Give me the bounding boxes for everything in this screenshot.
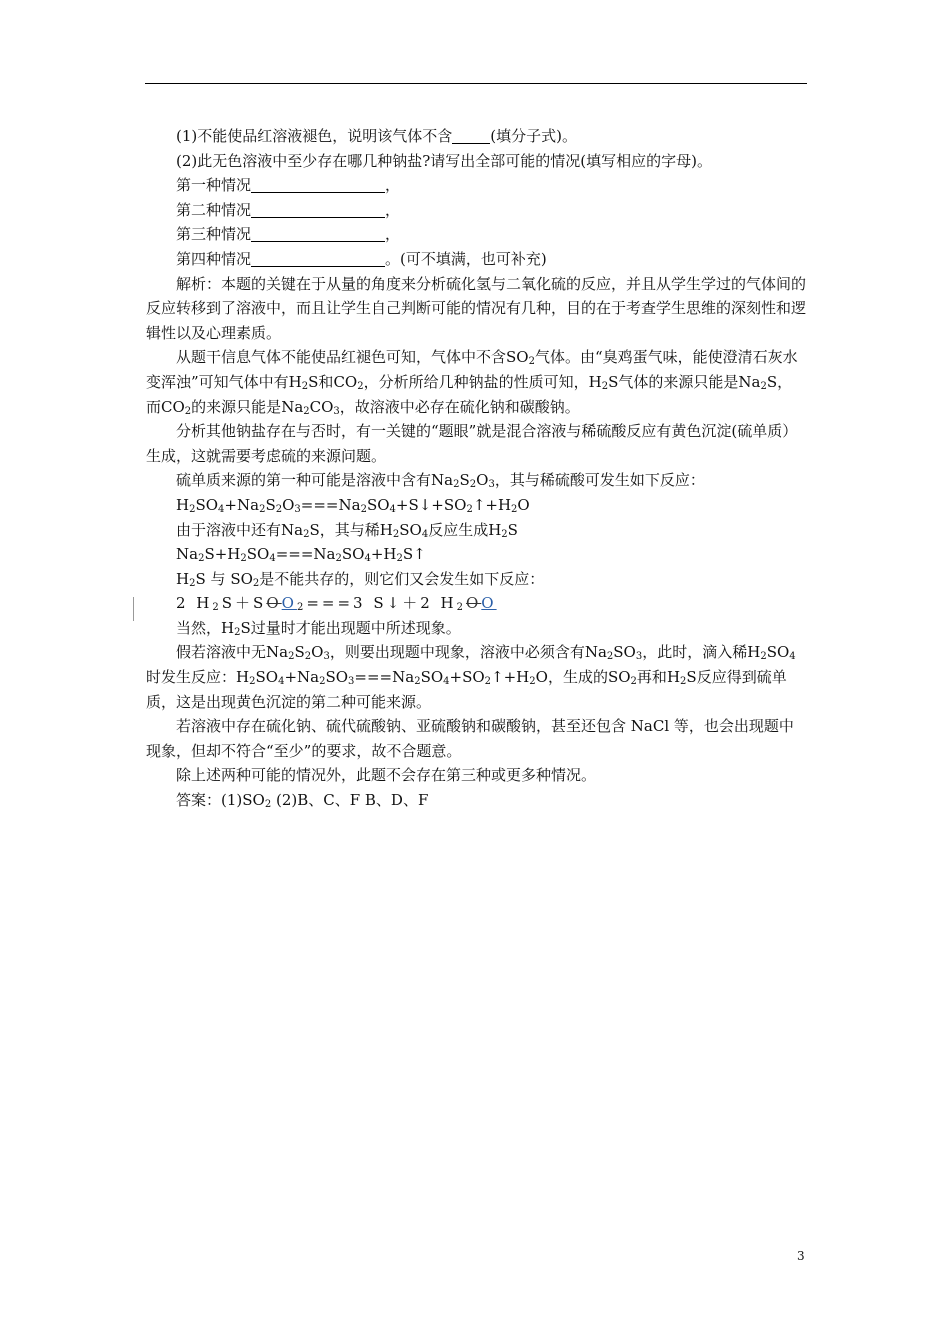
analysis-gas <box>146 345 806 419</box>
formula: ↑+H <box>491 668 530 687</box>
subscript: 2 <box>484 676 492 688</box>
subscript: 2 <box>601 380 609 392</box>
formula: Na <box>281 397 304 416</box>
formula: SO <box>766 643 790 662</box>
subscript: 2 <box>249 676 256 688</box>
text: (1)不能使品红溶液褪色，说明该气体不含 <box>176 127 453 145</box>
formula: CO <box>309 397 334 416</box>
page-number: 3 <box>797 1249 805 1263</box>
formula: O <box>476 471 489 490</box>
subscript: 2 <box>392 528 400 540</box>
subscript: 2 <box>288 651 295 663</box>
formula: SO <box>420 668 444 687</box>
text: 从题干信息气体不能使品红褪色可知，气体中不含 <box>176 348 507 367</box>
text: ，其与稀 <box>319 520 380 539</box>
case-2 <box>146 198 806 223</box>
revision-bar <box>133 597 134 621</box>
subscript: 2 <box>264 799 272 811</box>
answer-blank <box>251 226 385 242</box>
text: ，故溶液中必存在硫化钠和碳酸钠。 <box>339 397 580 416</box>
formula: H <box>221 618 235 637</box>
formula: SO <box>613 643 636 662</box>
subscript: 2 <box>189 503 196 515</box>
formula: O <box>311 643 324 662</box>
formula: H <box>236 668 250 687</box>
formula: Na <box>266 643 289 662</box>
text: 第四种情况 <box>176 249 252 268</box>
analysis-excess <box>146 616 806 641</box>
text: 和 <box>318 372 334 391</box>
subscript: 2 <box>357 380 364 392</box>
subscript: 3 <box>294 503 301 515</box>
subscript: 2 <box>259 503 266 515</box>
formula: S <box>195 569 206 588</box>
formula: S <box>686 668 697 687</box>
formula: H <box>176 495 190 514</box>
answer-blank <box>251 202 385 218</box>
text: ，则要出现题中现象，溶液中必须含有 <box>329 643 585 662</box>
subscript: 2 <box>304 651 312 663</box>
answer-blank <box>251 251 385 267</box>
subscript: 3 <box>333 405 340 417</box>
subscript: 2 <box>456 602 466 614</box>
formula: 2 H <box>176 594 213 613</box>
text: 再和 <box>636 668 667 687</box>
formula: CO <box>161 397 185 416</box>
formula: Na <box>281 520 304 539</box>
analysis-na2s <box>146 518 806 543</box>
formula: S <box>240 618 251 637</box>
text: 由于溶液中还有 <box>176 520 282 539</box>
analysis-not-minimal: 若溶液中存在硫化钠、硫代硫酸钠、亚硫酸钠和碳酸钠，甚至还包含 NaCl 等，也会出现题中现象，但却不符合“至少”的要求，故不合题意。 <box>146 717 794 760</box>
analysis-conclusion: 除上述两种可能的情况外，此题不会存在第三种或更多种情况。 <box>176 766 597 785</box>
subscript: 4 <box>389 503 396 515</box>
subscript: 2 <box>240 553 247 565</box>
text: 第三种情况 <box>176 225 252 244</box>
analysis-intro: 解析：本题的关键在于从量的角度来分析硫化氢与二氧化硫的反应，并且从学生学过的气体间的反应转移到了溶液中，而且让学生自己判断可能的情况有几种，目的在于考查学生思维的深刻性和逻辑性以及心理素质。 <box>146 274 807 342</box>
formula: SO <box>195 495 219 514</box>
text: 硫单质来源的第一种可能是溶液中含有 <box>176 471 432 490</box>
text: 第一种情况 <box>176 176 252 195</box>
formula: H <box>176 569 190 588</box>
subscript: 2 <box>335 553 342 565</box>
document-body <box>146 124 806 813</box>
subscript: 2 <box>511 503 518 515</box>
subscript: 2 <box>303 528 310 540</box>
text: ，此时，滴入稀 <box>642 643 748 662</box>
equation-3 <box>146 591 806 616</box>
subscript: 3 <box>488 479 495 491</box>
subscript: 2 <box>466 503 473 515</box>
formula: SO <box>366 495 390 514</box>
text: 假若溶液中无 <box>176 643 267 662</box>
subscript: 2 <box>469 479 477 491</box>
formula: S↑ <box>402 545 426 564</box>
text: ，而 <box>146 372 793 416</box>
formula: SO <box>399 520 422 539</box>
subscript: 4 <box>269 553 276 565</box>
text: 第二种情况 <box>176 200 252 219</box>
formula: ===3 S↓＋2 H <box>306 594 457 613</box>
text: 的来源只能是 <box>191 397 282 416</box>
analysis-coexist <box>146 567 806 592</box>
subscript: 2 <box>234 626 241 638</box>
formula: S <box>265 495 276 514</box>
tracked-deletion: O <box>465 594 482 613</box>
formula: Na <box>431 471 454 490</box>
formula: SO <box>506 348 529 367</box>
subscript: 2 <box>319 676 326 688</box>
subscript: 2 <box>296 602 307 614</box>
formula: SO <box>230 569 253 588</box>
formula: S <box>608 372 619 391</box>
subscript: 2 <box>760 651 767 663</box>
subscript: 2 <box>198 553 205 565</box>
text: ，生成的 <box>547 668 608 687</box>
question-1 <box>146 124 806 149</box>
subscript: 2 <box>396 553 403 565</box>
subscript: 3 <box>323 651 330 663</box>
formula: ===Na <box>354 668 415 687</box>
subscript: 2 <box>360 503 367 515</box>
text: 与 <box>210 569 226 588</box>
equation-1 <box>146 493 806 518</box>
subscript: 4 <box>421 528 429 540</box>
text: ，其与稀硫酸可发生如下反应： <box>494 471 705 490</box>
formula: S <box>459 471 470 490</box>
text: 反应生成 <box>428 520 489 539</box>
formula: CO <box>333 372 358 391</box>
text: 是不能共存的，则它们又会发生如下反应： <box>259 569 545 588</box>
formula: +Na <box>224 495 260 514</box>
case-3 <box>146 222 806 247</box>
text: ， <box>385 176 401 195</box>
analysis-source-1 <box>146 468 806 493</box>
formula: SO <box>607 668 631 687</box>
formula: H <box>288 372 302 391</box>
subscript: 4 <box>443 676 450 688</box>
formula: O <box>282 495 295 514</box>
subscript: 2 <box>528 356 535 368</box>
formula: Na <box>738 372 761 391</box>
formula: SO <box>325 668 349 687</box>
subscript: 4 <box>789 651 796 663</box>
subscript: 4 <box>278 676 285 688</box>
formula: SO <box>255 668 279 687</box>
subscript: 2 <box>212 602 222 614</box>
formula: S <box>308 372 319 391</box>
formula: S <box>507 520 518 539</box>
text: 气体的来源只能是 <box>618 372 739 391</box>
formula: S＋S <box>221 594 267 613</box>
subscript: 2 <box>275 503 283 515</box>
tracked-insertion: O <box>281 594 297 613</box>
analysis-source-2 <box>146 640 806 714</box>
formula: O <box>535 668 548 687</box>
text: 答案：(1)SO <box>176 791 265 810</box>
analysis-key: 分析其他钠盐存在与否时，有一关键的“题眼”就是混合溶液与稀硫酸反应有黄色沉淀(硫单质）生成，这就需要考虑硫的来源问题。 <box>146 422 798 465</box>
subscript: 2 <box>760 380 767 392</box>
question-2: (2)此无色溶液中至少存在哪几种钠盐?请写出全部可能的情况(填写相应的字母)。 <box>176 151 712 170</box>
subscript: 3 <box>635 651 643 663</box>
formula: SO <box>246 545 270 564</box>
formula: S+H <box>204 545 241 564</box>
subscript: 2 <box>414 676 421 688</box>
header-rule <box>145 83 807 84</box>
subscript: 2 <box>501 528 508 540</box>
text: 时发生反应： <box>146 668 237 687</box>
text: (填分子式)。 <box>490 127 577 145</box>
formula: +Na <box>284 668 320 687</box>
formula: ===Na <box>275 545 336 564</box>
formula: S <box>766 372 778 391</box>
tracked-insertion: O <box>481 594 497 613</box>
subscript: 2 <box>252 577 260 589</box>
subscript: 2 <box>680 676 687 688</box>
formula: S <box>309 520 320 539</box>
formula: O <box>517 495 530 514</box>
subscript: 2 <box>303 405 310 417</box>
formula: Na <box>584 643 607 662</box>
subscript: 3 <box>348 676 355 688</box>
formula: H <box>666 668 681 687</box>
subscript: 2 <box>606 651 614 663</box>
formula: H <box>747 643 761 662</box>
text: 过量时才能出现题中所述现象。 <box>250 618 461 637</box>
text: ， <box>385 225 401 244</box>
formula: +SO <box>449 668 485 687</box>
subscript: 2 <box>453 479 460 491</box>
subscript: 2 <box>529 676 536 688</box>
text: 反应得到硫单质，这是出现黄色沉淀的第二种可能来源。 <box>146 668 787 711</box>
formula: +H <box>370 545 397 564</box>
formula: ===Na <box>300 495 361 514</box>
text: 气体。由“臭鸡蛋气味，能使澄清石灰水变浑浊”可知气体中有 <box>146 348 798 391</box>
subscript: 4 <box>364 553 371 565</box>
subscript: 2 <box>189 577 196 589</box>
text: ，分析所给几种钠盐的性质可知， <box>363 372 589 391</box>
text: ， <box>385 200 401 219</box>
formula: +S↓+SO <box>395 495 467 514</box>
formula: S <box>294 643 305 662</box>
text: 当然， <box>176 618 222 637</box>
formula: H <box>379 520 393 539</box>
subscript: 2 <box>301 380 309 392</box>
subscript: 4 <box>218 503 225 515</box>
case-1 <box>146 173 806 198</box>
answer-line <box>146 788 806 813</box>
answer-blank <box>251 177 385 193</box>
formula: H <box>588 372 602 391</box>
subscript: 2 <box>630 676 637 688</box>
text: 。(可不填满，也可补充) <box>385 249 547 268</box>
equation-2 <box>146 542 806 567</box>
tracked-deletion: O <box>266 594 282 613</box>
subscript: 2 <box>184 405 192 417</box>
formula: H <box>488 520 502 539</box>
text: (2)B、C、F B、D、F <box>275 791 429 810</box>
case-4 <box>146 247 806 272</box>
formula: ↑+H <box>472 495 512 514</box>
formula: SO <box>341 545 365 564</box>
formula: Na <box>176 545 199 564</box>
answer-blank <box>452 128 490 144</box>
